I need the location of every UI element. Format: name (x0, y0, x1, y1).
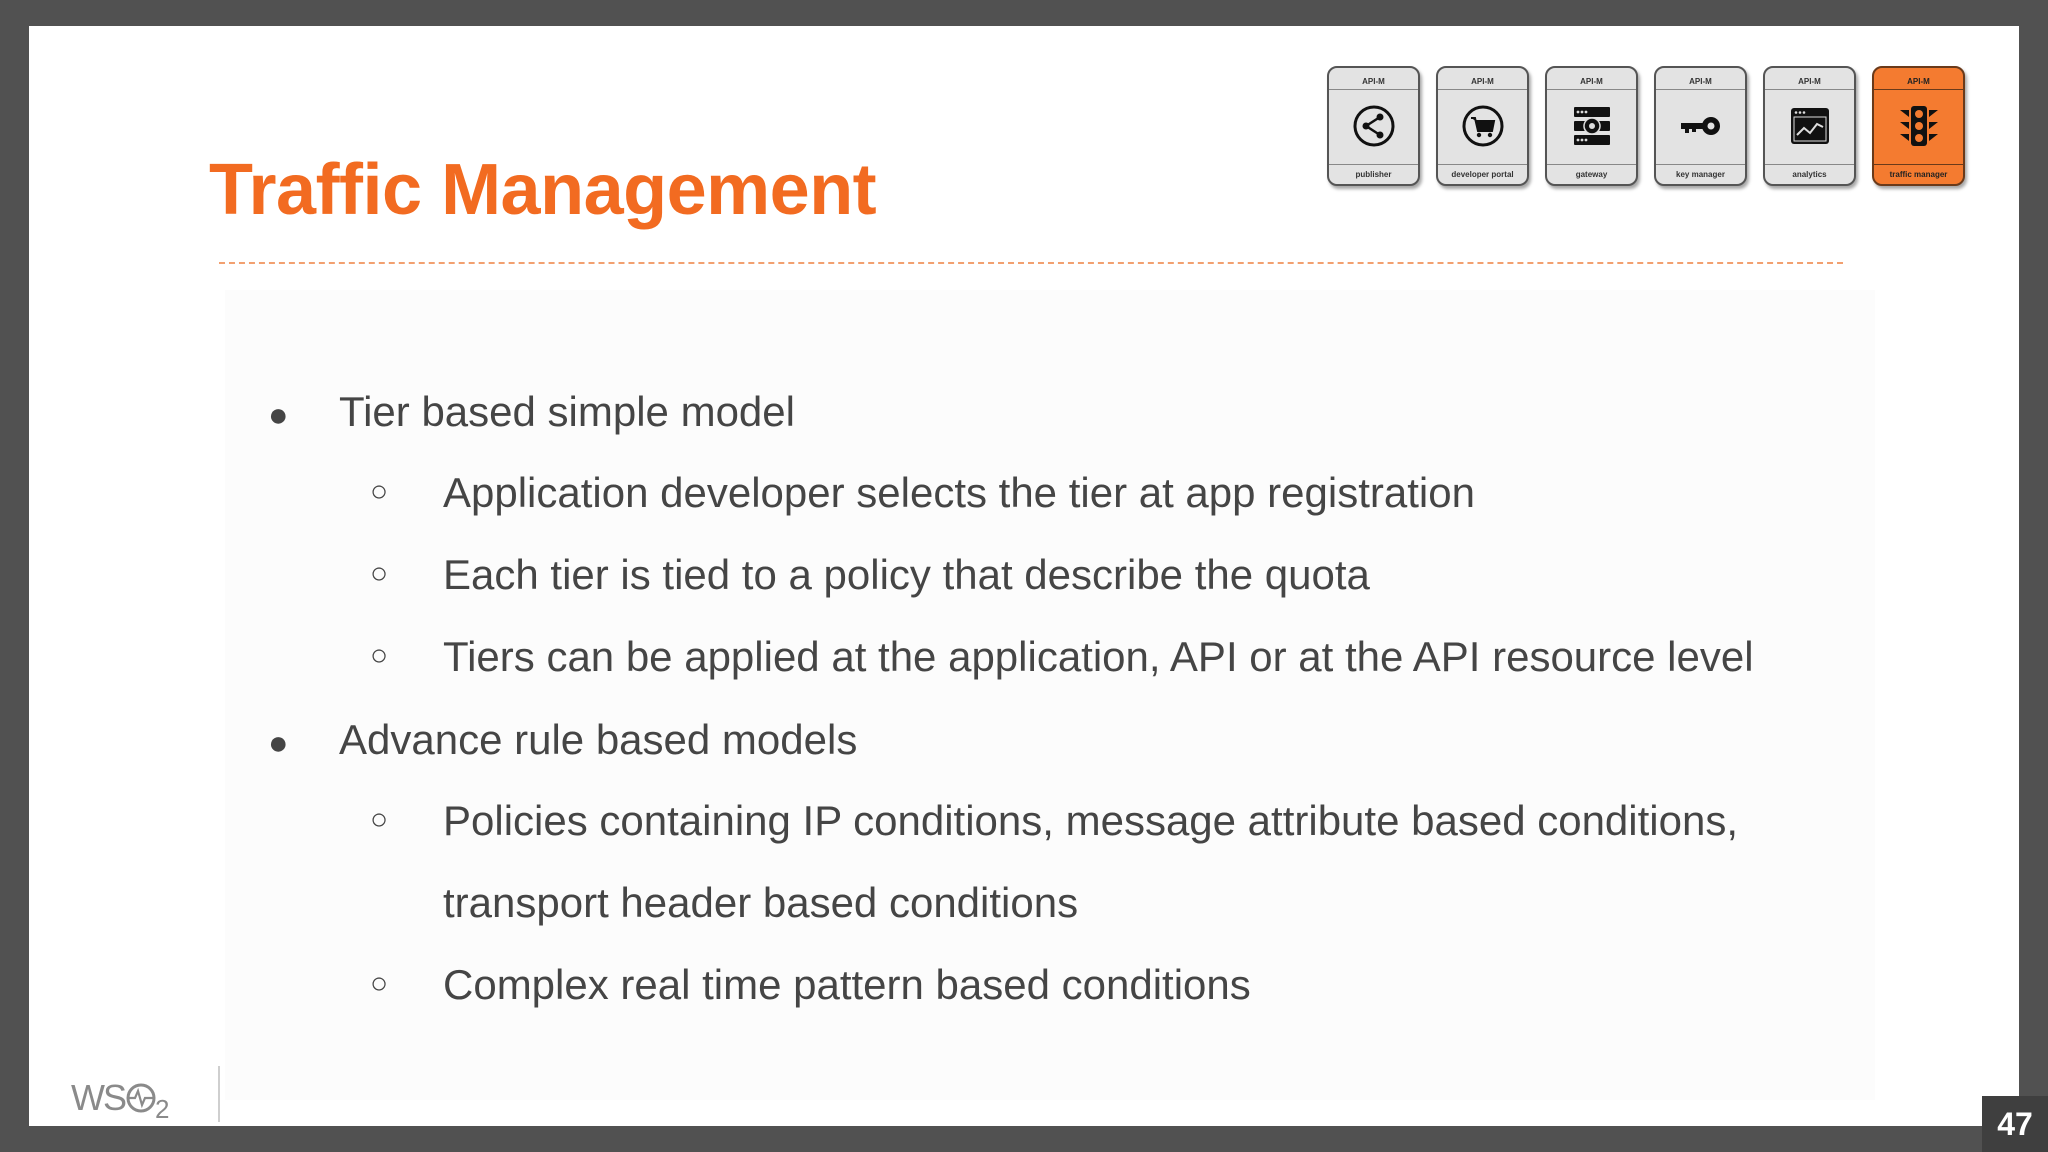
svg-text:WS: WS (71, 1077, 125, 1118)
sub-bullet-marker: ○ (370, 803, 389, 836)
tile-header: API-M (1798, 77, 1821, 86)
share-icon (1352, 104, 1396, 148)
content-panel (225, 290, 1875, 1100)
tile-label: analytics (1792, 170, 1827, 179)
tile-label: gateway (1575, 170, 1608, 179)
chart-window-icon (1788, 104, 1832, 148)
tile-traffic-manager (1872, 66, 1965, 186)
tile-label: key manager (1676, 170, 1725, 179)
tile-header: API-M (1580, 77, 1603, 86)
sub-bullet-marker: ○ (370, 967, 389, 1000)
sub-bullet-marker: ○ (370, 639, 389, 672)
tile-header: API-M (1471, 77, 1494, 86)
tile-gateway (1545, 66, 1638, 186)
tile-header: API-M (1689, 77, 1712, 86)
server-gear-icon (1570, 104, 1614, 148)
svg-text:2: 2 (155, 1094, 169, 1124)
tile-analytics (1763, 66, 1856, 186)
slide-title: Traffic Management (209, 150, 877, 230)
sub-bullet-marker: ○ (370, 557, 389, 590)
page-number: 47 (1982, 1096, 2048, 1152)
traffic-light-icon (1897, 104, 1941, 148)
slide (29, 26, 2033, 1142)
bullet-item: Advance rule based models (339, 716, 858, 763)
tile-publisher (1327, 66, 1420, 186)
bullet-marker: ● (268, 724, 289, 762)
tile-label: developer portal (1451, 170, 1514, 179)
tile-label: traffic manager (1889, 170, 1948, 179)
sub-bullet-item: Policies containing IP conditions, message attribute based conditions, (443, 797, 1739, 844)
title-divider (219, 262, 1843, 264)
sub-bullet-item: Each tier is tied to a policy that describe the quota (443, 551, 1370, 598)
component-icon-row (1327, 66, 1965, 186)
bullet-item: Tier based simple model (339, 388, 795, 435)
sub-bullet-item: Complex real time pattern based conditions (443, 961, 1251, 1008)
tile-header: API-M (1362, 77, 1385, 86)
footer-divider (218, 1066, 220, 1122)
sub-bullet-item: Tiers can be applied at the application, API or at the API resource level (443, 633, 1754, 680)
wso2-logo-mark (71, 1078, 201, 1122)
cart-icon (1461, 104, 1505, 148)
sub-bullet-item: Application developer selects the tier at app registration (443, 469, 1475, 516)
tile-developer-portal (1436, 66, 1529, 186)
sub-bullet-continuation: transport header based conditions (443, 879, 1079, 926)
tile-label: publisher (1355, 170, 1392, 179)
bullet-marker: ● (268, 396, 289, 434)
tile-key-manager (1654, 66, 1747, 186)
bullet-list (225, 290, 1875, 1100)
tile-header: API-M (1907, 77, 1930, 86)
sub-bullet-marker: ○ (370, 475, 389, 508)
key-icon (1679, 104, 1723, 148)
